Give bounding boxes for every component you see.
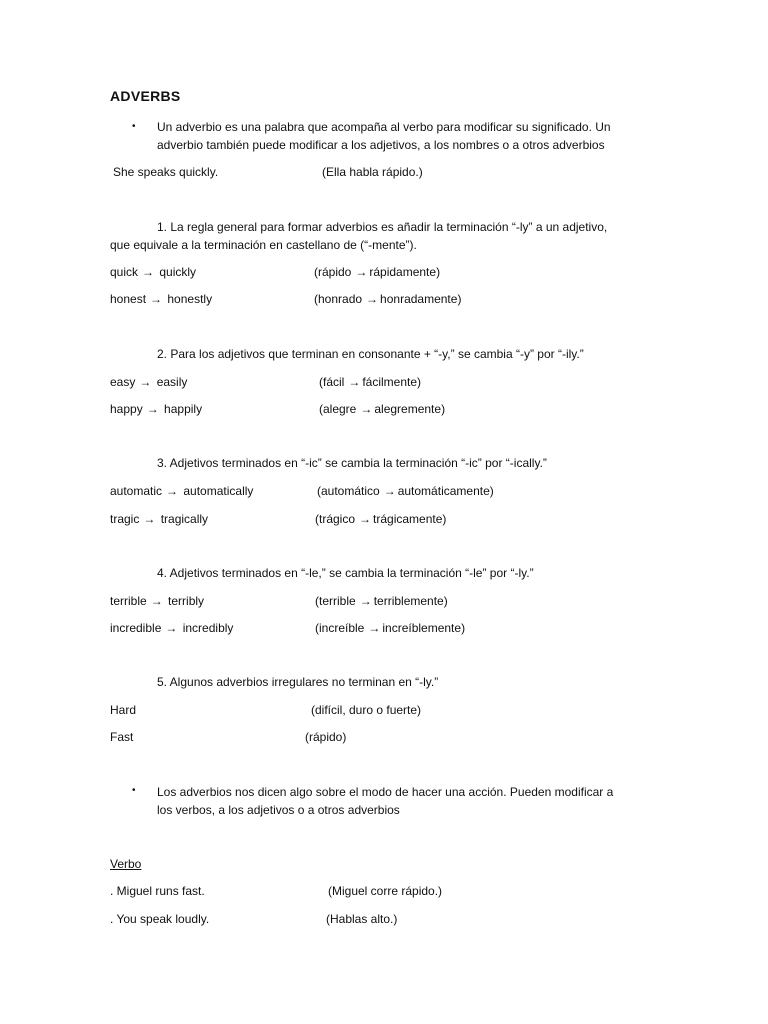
adverb: easily xyxy=(156,375,188,389)
rule-3-example-2-es xyxy=(315,512,446,526)
rule-4-example-2-en xyxy=(110,621,233,635)
adjective: honest xyxy=(110,292,147,306)
rule-2-example-1-es xyxy=(319,375,421,389)
rule-3-example-2-en xyxy=(110,512,208,526)
adverb: automatically xyxy=(183,484,254,498)
arrow-icon: → xyxy=(383,484,396,498)
arrow-icon: → xyxy=(348,375,361,389)
rule-1-example-2-en xyxy=(110,292,212,306)
intro-example-en: She speaks quickly. xyxy=(113,165,219,179)
arrow-icon: → xyxy=(366,292,379,306)
rule-1-example-1-en xyxy=(110,265,196,279)
arrow-icon: → xyxy=(146,402,159,416)
adjective-es: (honrado xyxy=(314,292,363,306)
rule-2-example-2-es xyxy=(319,402,445,416)
verbo-heading: Verbo xyxy=(110,857,142,871)
adverb: quickly xyxy=(159,265,197,279)
rule-4-example-1-es xyxy=(315,594,448,608)
arrow-icon: → xyxy=(143,512,156,526)
adjective: terrible xyxy=(110,594,147,608)
arrow-icon: → xyxy=(150,292,163,306)
rule-5-example-1-word: Hard xyxy=(110,703,137,717)
verbo-example-2-en: . You speak loudly. xyxy=(110,912,210,926)
adverb-es: fácilmente) xyxy=(362,375,422,389)
verbo-example-2-es: (Hablas alto.) xyxy=(326,912,398,926)
adverb: honestly xyxy=(167,292,213,306)
rule-3-example-1-en xyxy=(110,484,253,498)
adjective: automatic xyxy=(110,484,163,498)
adverb-es: alegremente) xyxy=(374,402,446,416)
adverb: incredibly xyxy=(182,621,234,635)
adverb: terribly xyxy=(168,594,205,608)
rule-1-example-1-es xyxy=(314,265,440,279)
adjective: incredible xyxy=(110,621,162,635)
rule-1-example-2-es xyxy=(314,292,461,306)
verbo-example-1-es: (Miguel corre rápido.) xyxy=(328,884,443,898)
second-bullet-line-1: Los adverbios nos dicen algo sobre el modo de hacer una acción. Pueden modificar a xyxy=(157,785,614,799)
rule-2-example-2-en xyxy=(110,402,202,416)
rule-3-example-1-es xyxy=(317,484,494,498)
adverb-es: automáticamente) xyxy=(397,484,494,498)
adverb-es: increíblemente) xyxy=(382,621,466,635)
adjective-es: (rápido xyxy=(314,265,352,279)
intro-line-1: Un adverbio es una palabra que acompaña al verbo para modificar su significado. Un xyxy=(157,120,611,134)
adverb-es: rápidamente) xyxy=(369,265,441,279)
rule-1-heading-cont: que equivale a la terminación en castellano de (“-mente”). xyxy=(110,238,417,252)
adjective-es: (trágico xyxy=(315,512,356,526)
adjective: tragic xyxy=(110,512,140,526)
second-bullet-line-2: los verbos, a los adjetivos o a otros adverbios xyxy=(157,803,400,817)
rule-2-heading: 2. Para los adjetivos que terminan en consonante + “-y,” se cambia “-y” por “-ily.” xyxy=(157,347,584,361)
rule-4-heading: 4. Adjetivos terminados en “-le,” se cambia la terminación “-le” por “-ly.” xyxy=(157,566,534,580)
adverb-es: terriblemente) xyxy=(373,594,448,608)
adverb: happily xyxy=(164,402,203,416)
arrow-icon: → xyxy=(150,594,163,608)
arrow-icon: → xyxy=(359,594,372,608)
adjective-es: (automático xyxy=(317,484,380,498)
rule-2-example-1-en xyxy=(110,375,187,389)
adjective-es: (alegre xyxy=(319,402,357,416)
verbo-example-1-en: . Miguel runs fast. xyxy=(110,884,205,898)
arrow-icon: → xyxy=(142,265,155,279)
arrow-icon: → xyxy=(368,621,381,635)
arrow-icon: → xyxy=(165,621,178,635)
rule-4-example-1-en xyxy=(110,594,204,608)
rule-5-example-1-es: (difícil, duro o fuerte) xyxy=(311,703,422,717)
rule-5-example-2-es: (rápido) xyxy=(305,730,347,744)
intro-line-2: adverbio también puede modificar a los adjetivos, a los nombres o a otros adverbios xyxy=(157,138,605,152)
arrow-icon: → xyxy=(359,512,372,526)
intro-example-es: (Ella habla rápido.) xyxy=(322,165,423,179)
bullet-icon: • xyxy=(132,785,136,796)
adverb-es: honradamente) xyxy=(380,292,462,306)
adverb-es: trágicamente) xyxy=(373,512,447,526)
adverb: tragically xyxy=(160,512,209,526)
rule-5-example-2-word: Fast xyxy=(110,730,134,744)
adjective-es: (terrible xyxy=(315,594,356,608)
rule-4-example-2-es xyxy=(315,621,465,635)
adjective-es: (increíble xyxy=(315,621,365,635)
arrow-icon: → xyxy=(360,402,373,416)
bullet-icon: • xyxy=(132,121,136,132)
adjective-es: (fácil xyxy=(319,375,345,389)
arrow-icon: → xyxy=(355,265,368,279)
arrow-icon: → xyxy=(139,375,152,389)
rule-5-heading: 5. Algunos adverbios irregulares no terminan en “-ly.” xyxy=(157,675,439,689)
page-title: ADVERBS xyxy=(110,88,181,104)
adjective: happy xyxy=(110,402,143,416)
rule-3-heading: 3. Adjetivos terminados en “-ic” se cambia la terminación “-ic” por “-ically.” xyxy=(157,456,547,470)
adjective: easy xyxy=(110,375,136,389)
arrow-icon: → xyxy=(166,484,179,498)
adjective: quick xyxy=(110,265,139,279)
rule-1-heading: 1. La regla general para formar adverbios es añadir la terminación “-ly” a un adjetivo, xyxy=(157,220,608,234)
